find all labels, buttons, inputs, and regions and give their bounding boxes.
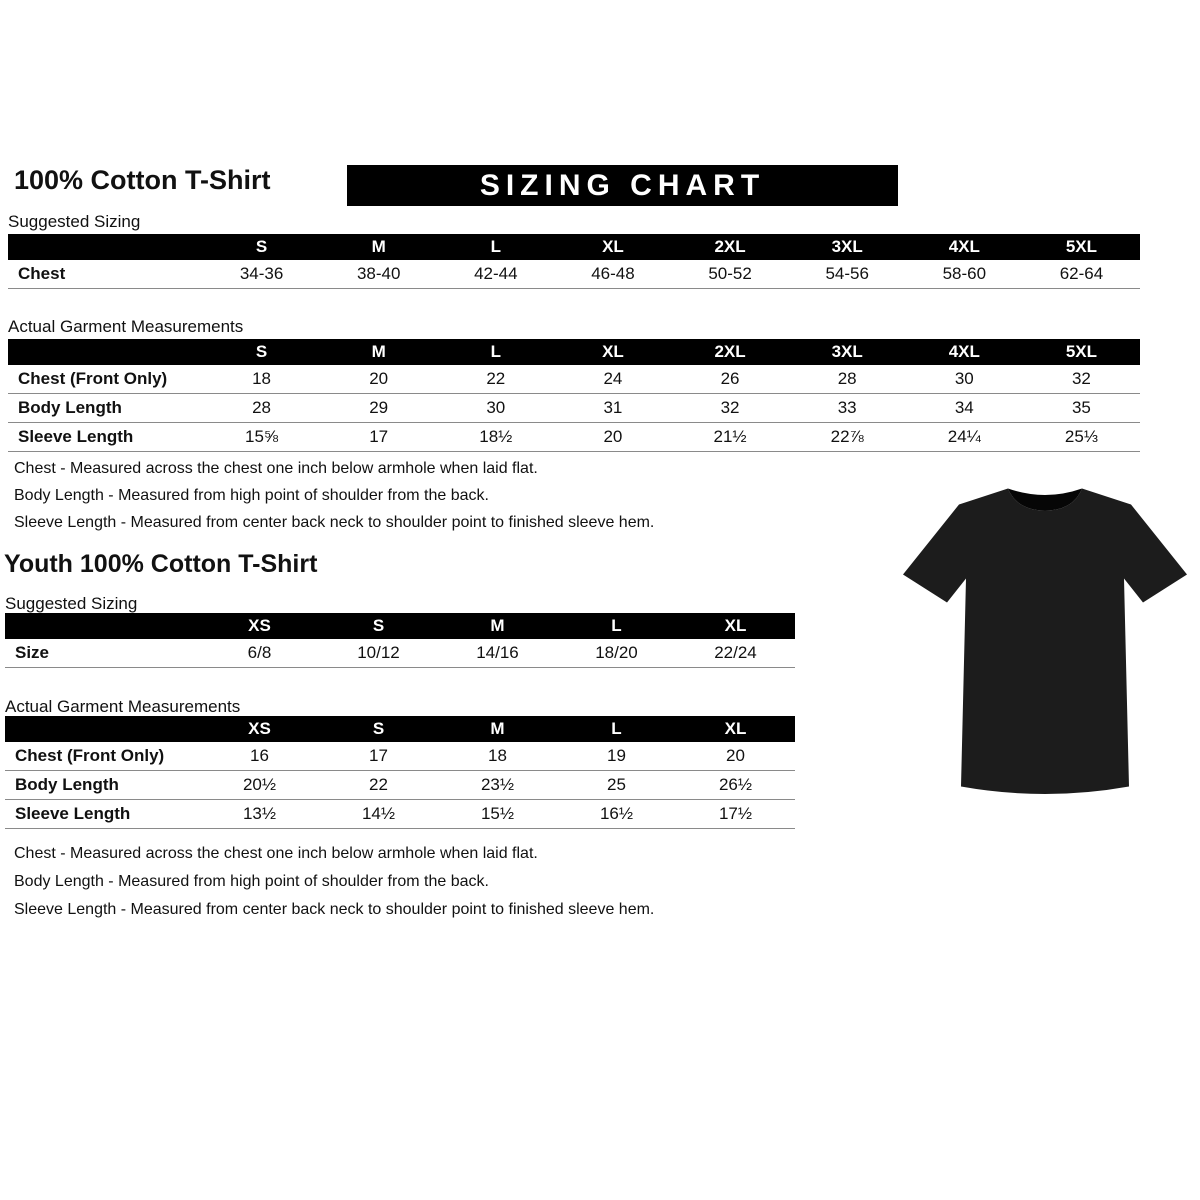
size-column-header: XL <box>602 237 624 256</box>
measurement-cell: 20½ <box>242 775 277 794</box>
adult-suggested-sizing-table <box>8 234 1140 289</box>
adult-body-length-note: Body Length - Measured from high point of shoulder from the back. <box>14 487 489 504</box>
size-column-header: 2XL <box>714 237 746 256</box>
row-label: Sleeve Length <box>15 804 131 823</box>
measurement-cell: 35 <box>1071 398 1091 417</box>
size-column-header: L <box>490 237 501 256</box>
measurement-cell: 62-64 <box>1059 264 1104 283</box>
youth-body-length-note: Body Length - Measured from high point of shoulder from the back. <box>14 873 489 890</box>
measurement-cell: 26 <box>720 369 740 388</box>
table-header-row <box>5 716 795 742</box>
measurement-cell: 16½ <box>599 804 634 823</box>
size-column-header: 2XL <box>714 342 746 361</box>
size-column-header: XL <box>724 616 747 635</box>
table-row <box>5 771 795 800</box>
adult-chest-note: Chest - Measured across the chest one inch below armhole when laid flat. <box>14 460 538 477</box>
row-label: Body Length <box>15 775 119 794</box>
youth-sleeve-length-note: Sleeve Length - Measured from center back neck to shoulder point to finished sleeve hem. <box>14 901 655 918</box>
measurement-cell: 29 <box>369 398 389 417</box>
table-row <box>8 260 1140 289</box>
table-row <box>8 365 1140 394</box>
youth-suggested-sizing-label: Suggested Sizing <box>5 594 138 613</box>
size-column-header: XS <box>248 719 271 738</box>
measurement-cell: 34-36 <box>239 264 284 283</box>
adult-actual-measurements-label: Actual Garment Measurements <box>8 317 244 336</box>
measurement-cell: 17 <box>369 746 388 765</box>
row-label: Body Length <box>18 398 122 417</box>
size-column-header: L <box>490 342 501 361</box>
measurement-cell: 20 <box>603 427 623 446</box>
measurement-cell: 14½ <box>361 804 396 823</box>
measurement-cell: 32 <box>720 398 740 417</box>
youth-title: Youth 100% Cotton T-Shirt <box>4 550 318 578</box>
table-row <box>5 800 795 829</box>
size-column-header: L <box>611 616 622 635</box>
measurement-cell: 30 <box>954 369 974 388</box>
row-label: Chest (Front Only) <box>18 369 168 388</box>
measurement-cell: 24¼ <box>947 427 981 446</box>
measurement-cell: 26½ <box>718 775 753 794</box>
youth-actual-measurements-label: Actual Garment Measurements <box>5 697 241 716</box>
measurement-cell: 42-44 <box>474 264 518 283</box>
measurement-cell: 54-56 <box>825 264 869 283</box>
size-column-header: S <box>255 237 268 256</box>
measurement-cell: 25 <box>607 775 626 794</box>
table-row <box>5 742 795 771</box>
row-label: Chest <box>18 264 66 283</box>
measurement-cell: 46-48 <box>591 264 635 283</box>
measurement-cell: 22/24 <box>714 643 757 662</box>
size-column-header: 4XL <box>948 342 980 361</box>
tshirt-image <box>895 472 1195 817</box>
youth-chest-note: Chest - Measured across the chest one inch below armhole when laid flat. <box>14 845 538 862</box>
measurement-cell: 22 <box>486 369 506 388</box>
measurement-cell: 17 <box>369 427 389 446</box>
measurement-cell: 17½ <box>718 804 753 823</box>
adult-suggested-sizing-label: Suggested Sizing <box>8 212 141 231</box>
measurement-cell: 6/8 <box>247 643 272 662</box>
size-column-header: L <box>611 719 622 738</box>
measurement-cell: 14/16 <box>476 643 519 662</box>
page-title: 100% Cotton T-Shirt <box>14 165 271 195</box>
measurement-cell: 38-40 <box>356 264 401 283</box>
measurement-cell: 50-52 <box>708 264 752 283</box>
measurement-cell: 34 <box>954 398 974 417</box>
table-row <box>8 423 1140 452</box>
measurement-cell: 22⅞ <box>830 427 864 446</box>
adult-sleeve-length-note: Sleeve Length - Measured from center back neck to shoulder point to finished sleeve hem. <box>14 514 655 531</box>
table-header-row <box>8 234 1140 260</box>
size-column-header: S <box>372 616 385 635</box>
measurement-cell: 30 <box>486 398 506 417</box>
size-column-header: XL <box>724 719 747 738</box>
row-label: Chest (Front Only) <box>15 746 165 765</box>
measurement-cell: 18½ <box>479 427 513 446</box>
measurement-cell: 18 <box>252 369 272 388</box>
measurement-cell: 28 <box>252 398 272 417</box>
size-column-header: 5XL <box>1065 237 1098 256</box>
row-label: Sleeve Length <box>18 427 134 446</box>
table-row <box>8 394 1140 423</box>
measurement-cell: 24 <box>603 369 623 388</box>
measurement-cell: 16 <box>250 746 269 765</box>
table-row <box>5 639 795 668</box>
measurement-cell: 10/12 <box>357 643 400 662</box>
size-column-header: M <box>371 237 386 256</box>
measurement-cell: 20 <box>726 746 745 765</box>
sizing-chart-banner: SIZING CHART <box>347 165 898 206</box>
size-column-header: XL <box>602 342 624 361</box>
measurement-cell: 15½ <box>480 804 515 823</box>
measurement-cell: 25⅓ <box>1064 427 1098 446</box>
tshirt-silhouette <box>895 472 1195 817</box>
adult-actual-measurements-table <box>8 339 1140 452</box>
size-column-header: M <box>490 719 505 738</box>
size-column-header: 5XL <box>1065 342 1098 361</box>
measurement-cell: 20 <box>369 369 389 388</box>
measurement-cell: 13½ <box>242 804 277 823</box>
measurement-cell: 22 <box>369 775 388 794</box>
youth-suggested-sizing-table <box>5 613 795 668</box>
table-header-row <box>5 613 795 639</box>
measurement-cell: 28 <box>837 369 857 388</box>
size-column-header: XS <box>248 616 271 635</box>
measurement-cell: 58-60 <box>942 264 987 283</box>
measurement-cell: 31 <box>603 398 623 417</box>
size-column-header: 3XL <box>831 237 863 256</box>
measurement-cell: 33 <box>837 398 857 417</box>
size-column-header: 4XL <box>948 237 980 256</box>
measurement-cell: 18 <box>488 746 507 765</box>
size-column-header: S <box>372 719 385 738</box>
row-label: Size <box>15 643 50 662</box>
measurement-cell: 18/20 <box>595 643 638 662</box>
measurement-cell: 32 <box>1071 369 1091 388</box>
size-column-header: M <box>371 342 386 361</box>
size-column-header: 3XL <box>831 342 863 361</box>
measurement-cell: 19 <box>607 746 626 765</box>
measurement-cell: 21½ <box>713 427 747 446</box>
table-header-row <box>8 339 1140 365</box>
size-column-header: M <box>490 616 505 635</box>
youth-actual-measurements-table <box>5 716 795 829</box>
measurement-cell: 23½ <box>480 775 515 794</box>
measurement-cell: 15⅝ <box>245 427 279 446</box>
size-column-header: S <box>255 342 268 361</box>
